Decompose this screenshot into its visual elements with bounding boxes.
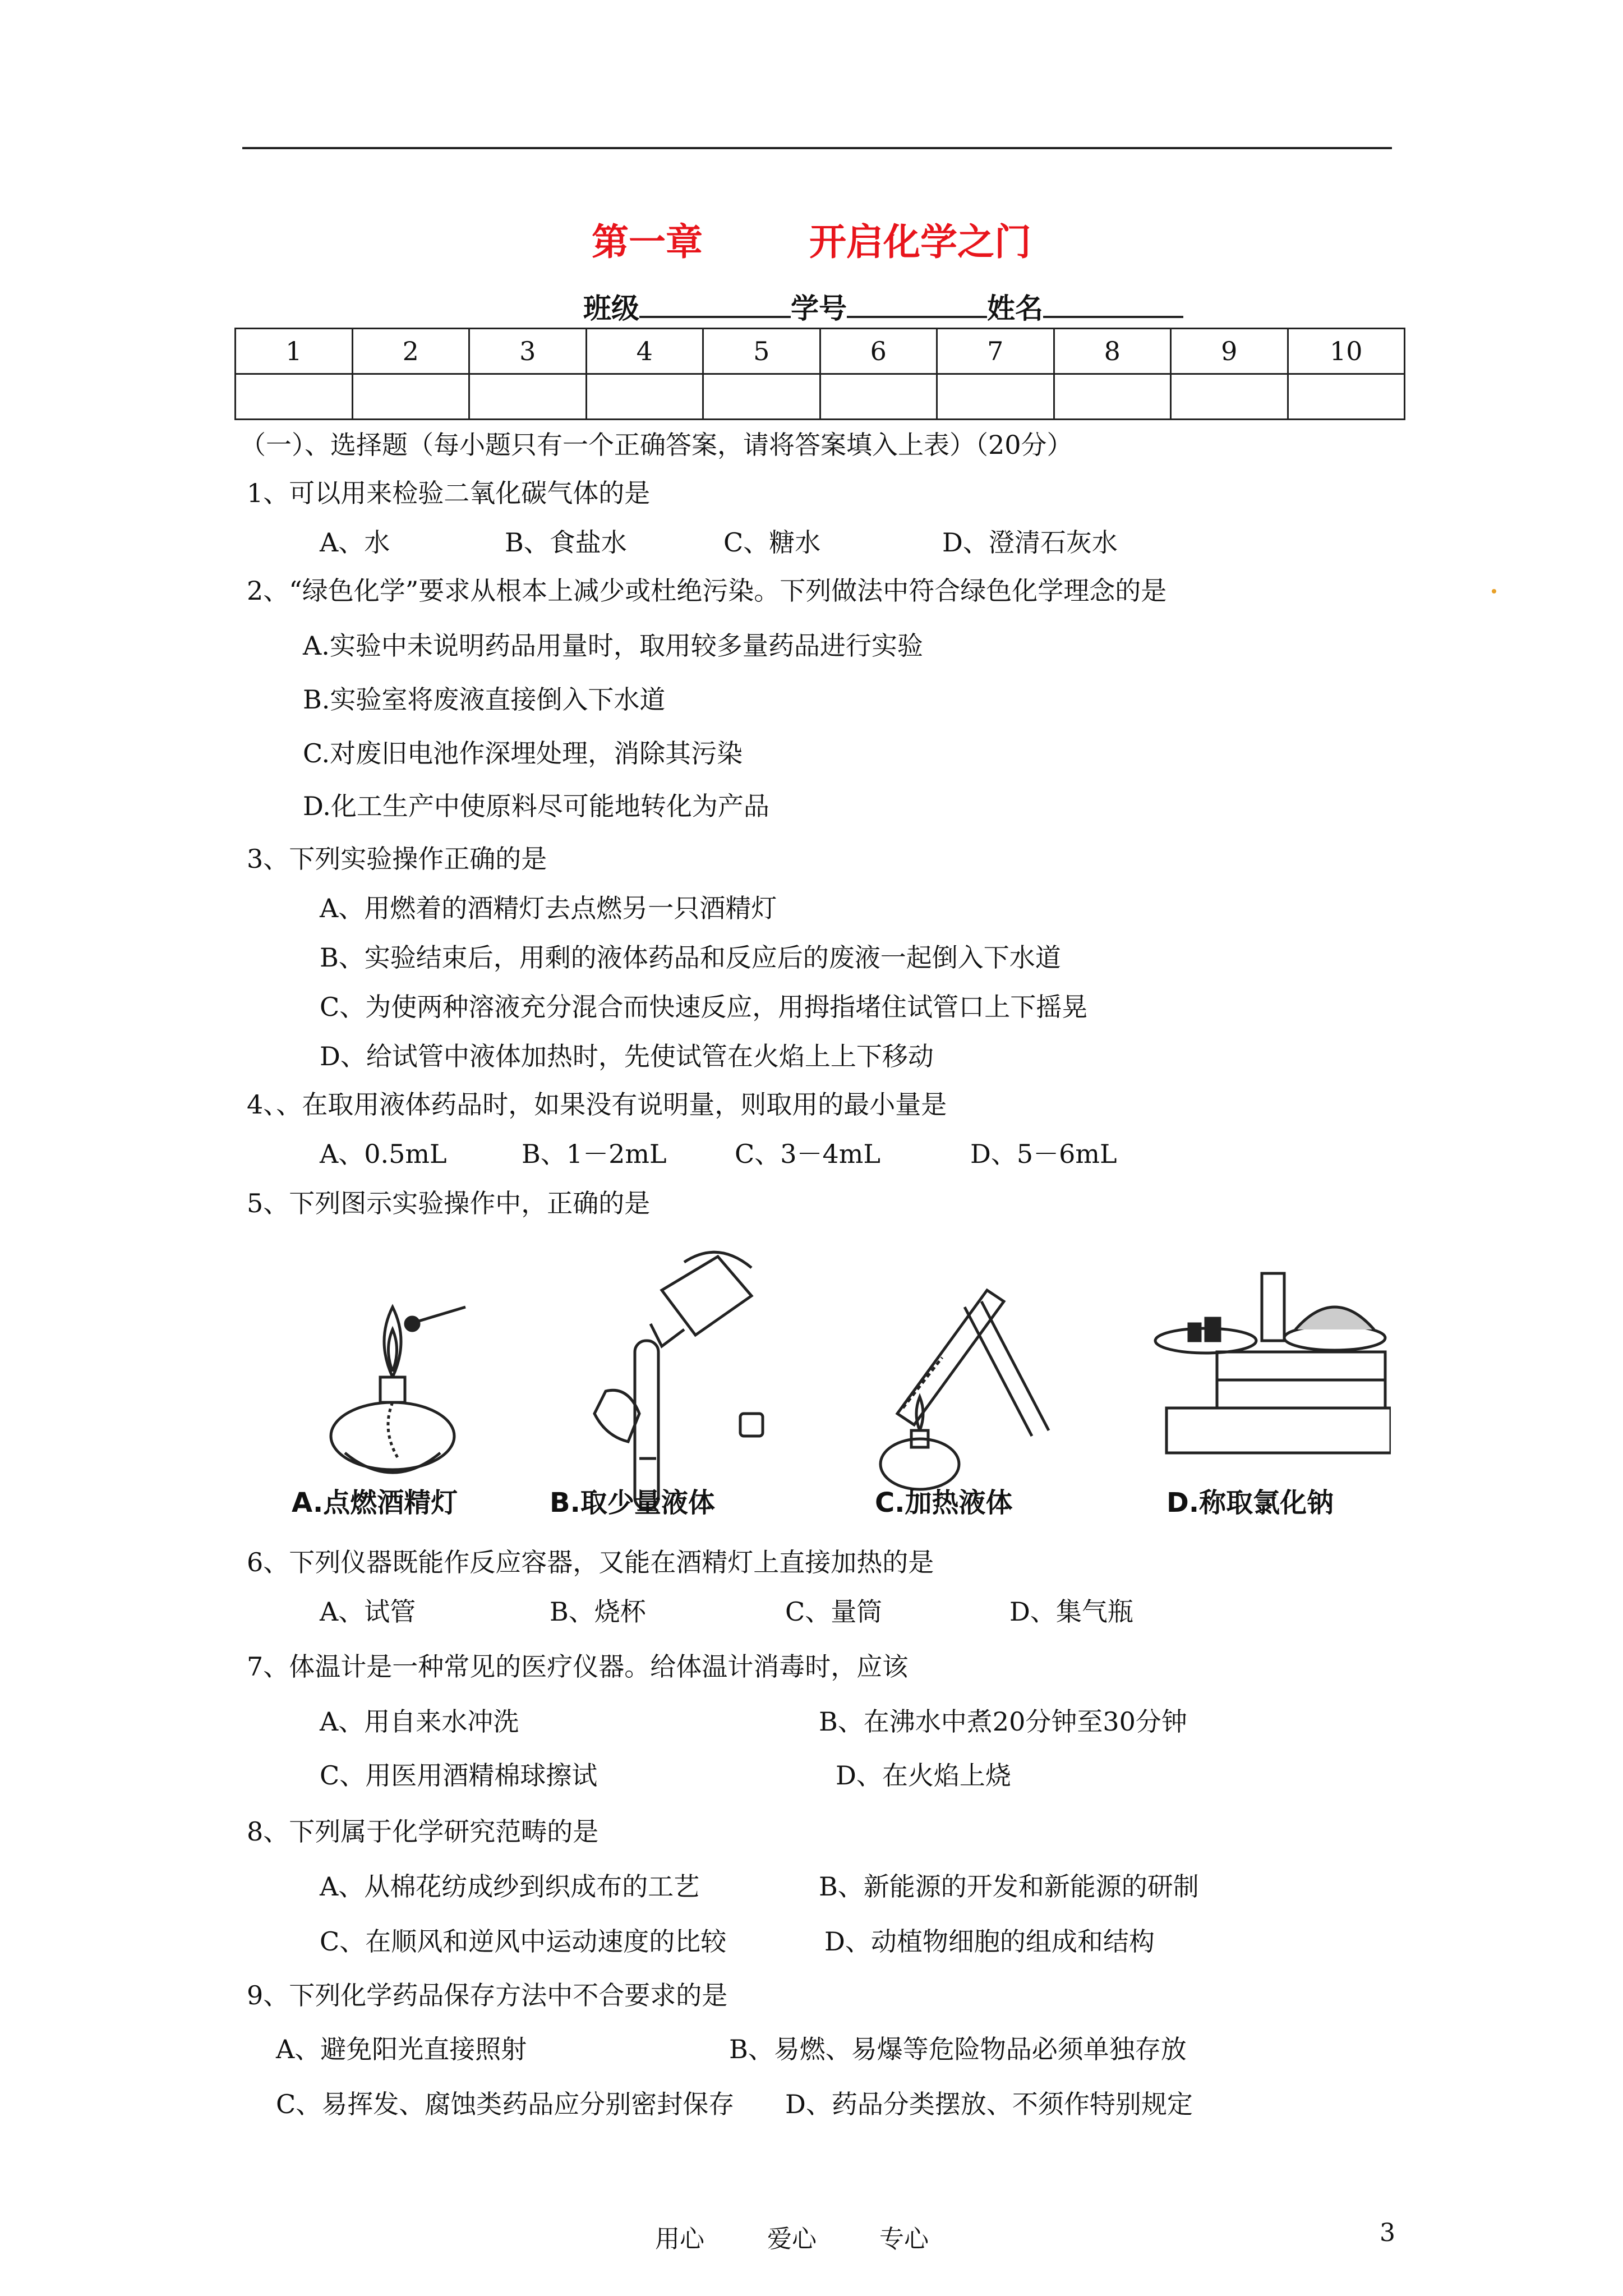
q6-option-b: B、烧杯 <box>550 1596 646 1627</box>
answer-header: 1 <box>236 329 353 374</box>
answer-cell[interactable] <box>1288 374 1405 420</box>
page-title <box>0 212 1623 265</box>
answer-cell[interactable] <box>703 374 820 420</box>
q3-option-c: C、为使两种溶液充分混合而快速反应，用拇指堵住试管口上下摇晃 <box>320 992 1088 1022</box>
figure-caption-a: A.点燃酒精灯 <box>292 1487 458 1519</box>
alcohol-lamp-lighting-illustration <box>331 1307 465 1473</box>
answer-input-row <box>236 374 1405 420</box>
name-blank[interactable] <box>1043 291 1183 318</box>
q8-option-a: A、从棉花纺成纱到织成布的工艺 <box>320 1871 700 1902</box>
q4-option-c: C、3－4mL <box>735 1139 880 1169</box>
id-blank[interactable] <box>847 291 987 318</box>
q3-option-b: B、实验结束后，用剩的液体药品和反应后的废液一起倒入下水道 <box>320 942 1061 973</box>
figure-caption-d: D.称取氯化钠 <box>1166 1487 1334 1519</box>
q1-stem: 1、可以用来检验二氧化碳气体的是 <box>247 478 651 508</box>
footer-text-1: 用心 <box>655 2225 704 2253</box>
answer-header: 9 <box>1171 329 1288 374</box>
title-topic: 开启化学之门 <box>809 220 1031 264</box>
stray-dot <box>1492 589 1496 593</box>
page-number: 3 <box>1380 2219 1395 2247</box>
q7-option-a: A、用自来水冲洗 <box>320 1706 519 1737</box>
q1-option-c: C、糖水 <box>723 527 821 558</box>
q9-option-c: C、易挥发、腐蚀类药品应分别密封保存 <box>276 2089 735 2119</box>
answer-cell[interactable] <box>820 374 937 420</box>
class-label: 班级 <box>583 292 639 325</box>
q7-option-b: B、在沸水中煮20分钟至30分钟 <box>819 1706 1187 1737</box>
q8-option-d: D、动植物细胞的组成和结构 <box>824 1926 1155 1957</box>
q1-option-a: A、水 <box>320 527 390 558</box>
answer-cell[interactable] <box>352 374 469 420</box>
q4-option-b: B、1－2mL <box>522 1139 667 1169</box>
q2-stem: 2、“绿色化学”要求从根本上减少或杜绝污染。下列做法中符合绿色化学理念的是 <box>247 576 1167 606</box>
q8-stem: 8、下列属于化学研究范畴的是 <box>247 1816 599 1847</box>
answer-header: 4 <box>586 329 703 374</box>
q6-option-d: D、集气瓶 <box>1009 1596 1133 1627</box>
answer-header: 3 <box>469 329 587 374</box>
answer-cell[interactable] <box>586 374 703 420</box>
q6-option-a: A、试管 <box>320 1596 416 1627</box>
answer-header: 6 <box>820 329 937 374</box>
answer-header: 2 <box>352 329 469 374</box>
figure-caption-b: B.取少量液体 <box>550 1487 715 1519</box>
answer-header-row <box>236 329 1405 374</box>
q4-option-a: A、0.5mL <box>320 1139 447 1169</box>
class-blank[interactable] <box>639 291 791 318</box>
q8-option-c: C、在顺风和逆风中运动速度的比较 <box>320 1926 727 1957</box>
answer-table <box>234 328 1405 420</box>
answer-cell[interactable] <box>1054 374 1171 420</box>
q4-option-d: D、5－6mL <box>970 1139 1117 1169</box>
answer-cell[interactable] <box>236 374 353 420</box>
q2-option-b: B.实验室将废液直接倒入下水道 <box>303 684 666 715</box>
q7-stem: 7、体温计是一种常见的医疗仪器。给体温计消毒时，应该 <box>247 1651 909 1682</box>
answer-header: 7 <box>937 329 1054 374</box>
q6-option-c: C、量筒 <box>785 1596 883 1627</box>
q9-stem: 9、下列化学药品保存方法中不合要求的是 <box>247 1980 728 2010</box>
id-label: 学号 <box>791 292 847 325</box>
student-info-line <box>583 286 1183 326</box>
q6-stem: 6、下列仪器既能作反应容器，又能在酒精灯上直接加热的是 <box>247 1547 934 1577</box>
q3-stem: 3、下列实验操作正确的是 <box>247 844 547 874</box>
q9-option-d: D、药品分类摆放、不须作特别规定 <box>785 2089 1193 2119</box>
q7-option-c: C、用医用酒精棉球擦试 <box>320 1760 598 1791</box>
answer-header: 10 <box>1288 329 1405 374</box>
q2-option-c: C.对废旧电池作深埋处理，消除其污染 <box>303 738 743 769</box>
name-label: 姓名 <box>987 292 1043 325</box>
balance-scale-illustration <box>1155 1273 1391 1453</box>
q3-option-a: A、用燃着的酒精灯去点燃另一只酒精灯 <box>320 893 777 923</box>
q8-option-b: B、新能源的开发和新能源的研制 <box>819 1871 1199 1902</box>
q1-option-d: D、澄清石灰水 <box>942 527 1118 558</box>
answer-cell[interactable] <box>937 374 1054 420</box>
q4-stem: 4、、在取用液体药品时，如果没有说明量，则取用的最小量是 <box>247 1089 947 1120</box>
title-chapter: 第一章 <box>592 220 703 264</box>
q9-option-a: A、避免阳光直接照射 <box>276 2034 527 2064</box>
header-rule <box>242 147 1392 149</box>
q3-option-d: D、给试管中液体加热时，先使试管在火焰上上下移动 <box>320 1041 934 1071</box>
footer-text-3: 专心 <box>879 2225 929 2253</box>
section-heading: （一）、选择题（每小题只有一个正确答案，请将答案填入上表）（20分） <box>240 430 1073 460</box>
footer-text-2: 爱心 <box>767 2225 817 2253</box>
answer-cell[interactable] <box>1171 374 1288 420</box>
answer-header: 5 <box>703 329 820 374</box>
answer-header: 8 <box>1054 329 1171 374</box>
q2-option-d: D.化工生产中使原料尽可能地转化为产品 <box>303 791 769 821</box>
figure-caption-c: C.加热液体 <box>875 1487 1013 1519</box>
pouring-liquid-illustration <box>594 1252 763 1509</box>
q9-option-b: B、易燃、易爆等危险物品必须单独存放 <box>729 2034 1187 2064</box>
q1-option-b: B、食盐水 <box>505 527 627 558</box>
q2-option-a: A.实验中未说明药品用量时，取用较多量药品进行实验 <box>303 631 923 661</box>
q5-stem: 5、下列图示实验操作中，正确的是 <box>247 1188 651 1218</box>
heating-test-tube-illustration <box>880 1290 1049 1489</box>
answer-cell[interactable] <box>469 374 587 420</box>
q7-option-d: D、在火焰上烧 <box>836 1760 1011 1791</box>
